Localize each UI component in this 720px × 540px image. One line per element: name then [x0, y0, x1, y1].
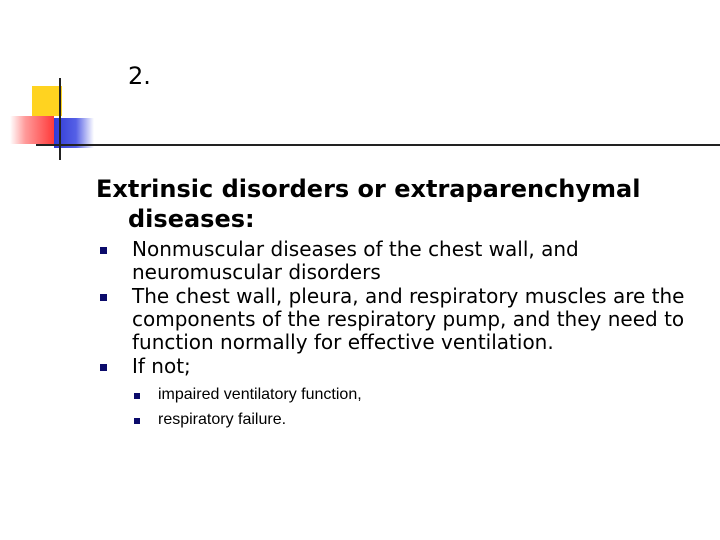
- square-bullet-icon: [96, 285, 132, 354]
- square-bullet-icon: [96, 238, 132, 284]
- title-divider-line: [36, 144, 720, 146]
- sub-bullet-text: respiratory failure.: [158, 411, 287, 428]
- heading-line-1: Extrinsic disorders or extraparenchymal: [96, 175, 641, 203]
- bullet-list: [96, 238, 696, 432]
- list-item: [96, 285, 696, 354]
- bullet-text: The chest wall, pleura, and respiratory muscles are the components of the respiratory pump, and they need to function normally for effective ventilation.: [132, 284, 685, 354]
- bullet-text: If not;: [132, 354, 191, 378]
- decorative-vertical-line: [59, 78, 61, 160]
- sub-bullet-text: impaired ventilatory function,: [158, 386, 362, 403]
- decorative-yellow-square: [32, 86, 62, 116]
- slide-heading: [96, 174, 696, 234]
- sub-list-item: [132, 382, 696, 407]
- square-bullet-icon: [132, 382, 158, 407]
- list-item: [96, 355, 696, 378]
- list-item: [96, 238, 696, 284]
- square-bullet-icon: [132, 407, 158, 432]
- bullet-text: Nonmuscular diseases of the chest wall, and neuromuscular disorders: [132, 237, 579, 284]
- decorative-red-square: [10, 116, 54, 144]
- heading-line-2: diseases:: [128, 205, 255, 233]
- sub-list-item: [132, 407, 696, 432]
- square-bullet-icon: [96, 355, 132, 378]
- slide-number: 2.: [128, 62, 151, 90]
- sub-bullet-list: [132, 382, 696, 432]
